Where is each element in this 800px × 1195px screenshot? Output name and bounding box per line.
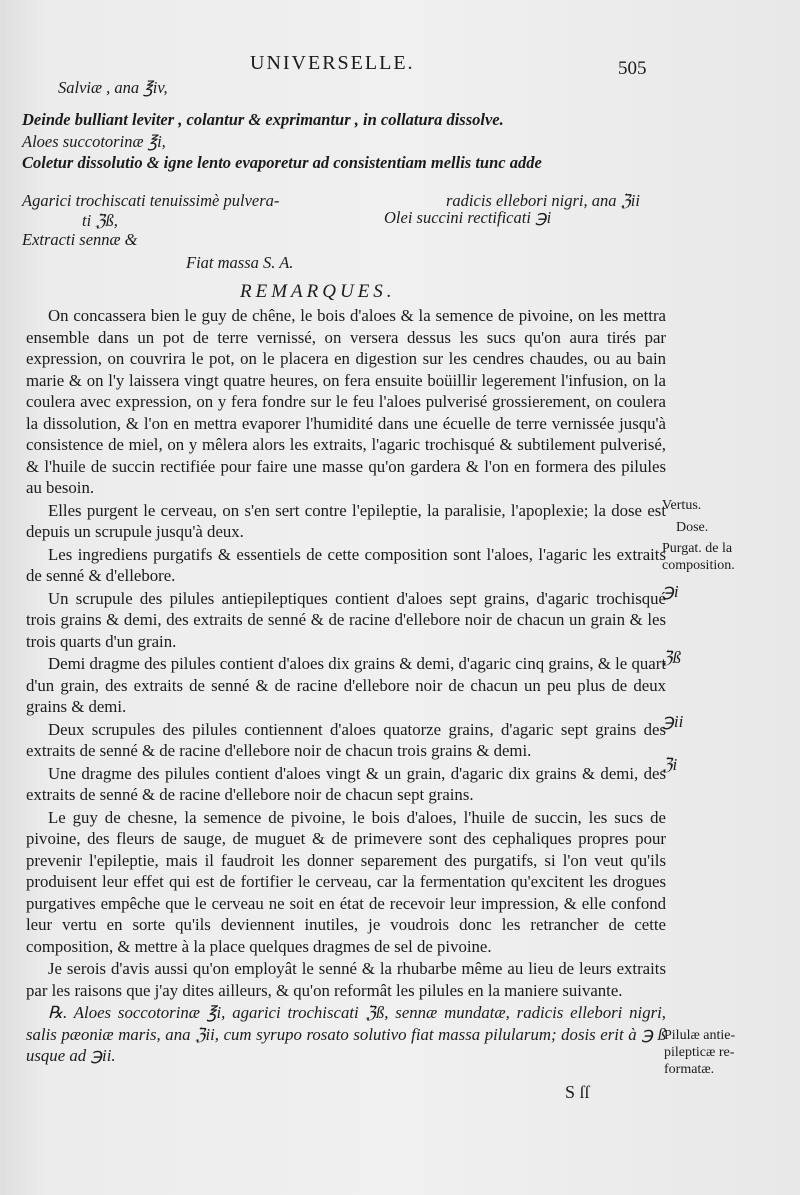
recipe-left-b: ti ℨß,: [82, 211, 118, 230]
margin-note-reform-1: Pilulæ antie-: [664, 1028, 736, 1043]
paragraph-scrupule: Un scrupule des pilules antiepileptiques contient d'aloes sept grains, d'agaric trochisqué trois grains & demi, des extraits de senné & de racine d'ellebore noir de chacun un grain & les trois quarts d'un grain.: [26, 588, 666, 651]
signature-mark: S ſſ: [565, 1082, 590, 1102]
margin-note-reform-3: formatæ.: [664, 1062, 715, 1077]
paragraph-ingredients: Les ingrediens purgatifs & essentiels de cette composition sont l'aloes, l'agaric les extraits de senné & d'ellebore.: [26, 544, 666, 585]
paragraph-dragme: Une dragme des pilules contient d'aloes vingt & un grain, d'agaric dix grains & demi, des extraits de senné & de racine d'ellebore noir de chacun sept grains.: [26, 763, 666, 804]
commentary-body: [26, 305, 666, 1067]
remarques-title: REMARQUES.: [240, 281, 396, 302]
recipe-line-3: Aloes succotorinæ ℥i,: [22, 132, 166, 151]
recipe-right-a: radicis ellebori nigri, ana ℨii: [446, 191, 640, 210]
margin-symbol-half-dram: ℨß: [662, 648, 681, 667]
margin-symbol-two-scruples: ℈ii: [662, 712, 684, 731]
recipe-final: Fiat massa S. A.: [186, 253, 294, 272]
recipe-right-b: Olei succini rectificati ℈i: [384, 208, 552, 227]
margin-note-reform-2: pilepticæ re-: [664, 1045, 735, 1060]
margin-note-dose: Dose.: [676, 520, 709, 535]
margin-symbol-scruple: ℈i: [662, 582, 679, 601]
recipe-line-2: Deinde bulliant leviter , colantur & exprimantur , in collatura dissolve.: [22, 110, 504, 129]
paragraph-deux-scrupules: Deux scrupules des pilules contiennent d'aloes quatorze grains, d'agaric sept grains des extraits de senné & de racine d'ellebore noir de chacun trois grains & demi.: [26, 719, 666, 760]
paragraph-cephaliques: Le guy de chesne, la semence de pivoine, le bois d'aloes, l'huile de succin, les sucs de pivoine, des fleurs de sauge, de muguet & de primevere sont des cephaliques propres pour prevenir l'epileptie, mais il faudroit les donner separement des purgatifs, si l'on veut qu'ils produisent leur effet qui est de fortifier le cerveau, car la fermentation qu'excitent les drogues purgatives empêche que le cerveau ne soit en état de recevoir leur impression, & elle confond leur vertu en sorte qu'ils deviennent inutiles, je voudrois donc les retrancher de cette composition, & mettre à la place quelques dragmes de sel de pivoine.: [26, 807, 666, 956]
running-header: UNIVERSELLE.: [250, 52, 415, 74]
recipe-line-1: Salviæ , ana ℥iv,: [58, 78, 168, 97]
recipe-left-a: Agarici trochiscati tenuissimè pulvera-: [22, 191, 280, 210]
margin-note-purgat-1: Purgat. de la: [662, 541, 733, 556]
margin-note-purgat-2: composition.: [662, 558, 735, 573]
recipe-left-c: Extracti sennæ &: [22, 230, 138, 249]
paragraph-reformed-recipe: ℞. Aloes soccotorinæ ℥i, agarici trochiscati ℨß, sennæ mundatæ, radicis ellebori nigri, salis pæoniæ maris, ana ℨii, cum syrupo rosato solutivo fiat massa pilularum; dosis erit à ℈ ß usque ad ℈ii.: [26, 1003, 666, 1065]
page-number: 505: [618, 58, 647, 79]
paragraph-vertus: Elles purgent le cerveau, on s'en sert contre l'epileptie, la paralisie, l'apoplexie; la dose est depuis un scrupule jusqu'à deux.: [26, 500, 666, 541]
recipe-line-4: Coletur dissolutio & igne lento evaporetur ad consistentiam mellis tunc adde: [22, 153, 542, 172]
paragraph-preparation: On concassera bien le guy de chêne, le bois d'aloes & la semence de pivoine, on les mettra ensemble dans un pot de terre vernissé, on versera dessus les sucs qu'on aura tirés par expression, on couvrira le pot, on le placera en digestion sur les cendres chaudes, ou au bain marie & on l'y laissera vingt quatre heures, on fera ensuite boüillir legerement l'infusion, on la coulera avec expression, on y fera fondre sur le feu l'aloes pulverisé grossierement, on coulera la dissolution, & l'on en mettra evaporer l'humidité dans une écuelle de terre vernissée jusqu'à consistence de miel, on y mêlera alors les extraits, l'agaric trochisqué & subtilement pulverisé, & l'huile de succin rectifiée pour faire une masse qu'on gardera & l'on en formera des pilules au besoin.: [26, 306, 666, 497]
paragraph-demi-dragme: Demi dragme des pilules contient d'aloes dix grains & demi, d'agaric cinq grains, & le quart d'un grain, des extraits de senné & de racine d'ellebore noir de chacun un peu plus de deux grains & demi.: [26, 654, 666, 716]
margin-note-vertus: Vertus.: [662, 498, 702, 513]
paragraph-avis: Je serois d'avis aussi qu'on employât le senné & la rhubarbe même au lieu de leurs extraits par les raisons que j'ay dites ailleurs, & qu'on reformât les pilules en la maniere suivante.: [26, 959, 666, 1000]
margin-symbol-dram: ℨi: [662, 755, 678, 774]
